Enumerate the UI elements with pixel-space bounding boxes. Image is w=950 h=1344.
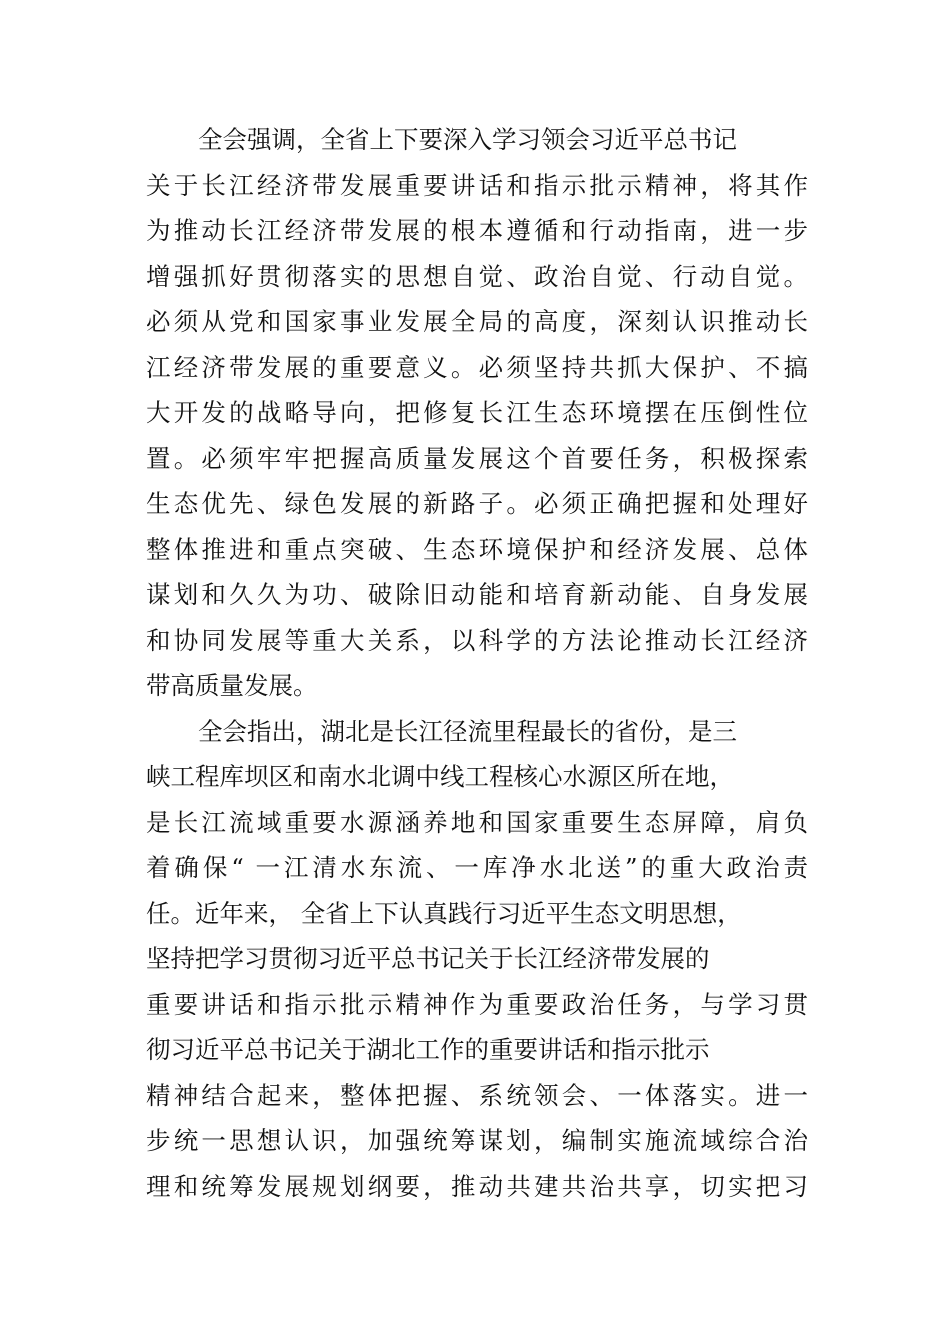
- paragraph-line: 理和统筹发展规划纲要，推动共建共治共享，切实把习: [146, 1171, 808, 1201]
- paragraph-line: 坚持把学习贯彻习近平总书记关于长江经济带发展的: [146, 944, 710, 973]
- paragraph-line: 是长江流域重要水源涵养地和国家重要生态屏障，肩负: [146, 807, 808, 837]
- paragraph-line: 精神结合起来，整体把握、系统领会、一体落实。进一: [146, 1080, 808, 1110]
- paragraph-line: 为推动长江经济带发展的根本遵循和行动指南，进一步: [146, 216, 808, 245]
- paragraph-line: 必须从党和国家事业发展全局的高度，深刻认识推动长: [146, 307, 808, 336]
- paragraph-1: [146, 117, 826, 709]
- paragraph-line: 着确保“ 一江清水东流、一库净水北送”的重大政治责: [146, 853, 808, 882]
- paragraph-line: 带高质量发展。: [146, 671, 318, 700]
- paragraph-line: 全会强调，全省上下要深入学习领会习近平总书记: [198, 125, 737, 154]
- paragraph-line: 和协同发展等重大关系，以科学的方法论推动长江经济: [146, 625, 808, 655]
- paragraph-line: 置。必须牢牢把握高质量发展这个首要任务，积极探索: [146, 443, 808, 473]
- paragraph-line: 增强抓好贯彻落实的思想自觉、政治自觉、行动自觉。: [146, 261, 808, 291]
- paragraph-line: 关于长江经济带发展重要讲话和指示批示精神，将其作: [146, 170, 808, 200]
- paragraph-line: 全会指出，湖北是长江径流里程最长的省份，是三: [198, 716, 737, 746]
- paragraph-line: 大开发的战略导向，把修复长江生态环境摆在压倒性位: [146, 398, 808, 427]
- paragraph-line: 彻习近平总书记关于湖北工作的重要讲话和指示批示: [146, 1035, 710, 1064]
- paragraph-line: 重要讲话和指示批示精神作为重要政治任务，与学习贯: [146, 989, 808, 1019]
- paragraph-line: 峡工程库坝区和南水北调中线工程核心水源区所在地，: [146, 762, 734, 791]
- paragraph-line: 生态优先、绿色发展的新路子。必须正确把握和处理好: [146, 489, 808, 518]
- paragraph-line: 整体推进和重点突破、生态环境保护和经济发展、总体: [146, 534, 808, 564]
- paragraph-line: 步统一思想认识，加强统筹谋划，编制实施流域综合治: [146, 1126, 808, 1155]
- paragraph-line: 谋划和久久为功、破除旧动能和培育新动能、自身发展: [146, 580, 808, 609]
- body-text: [146, 117, 826, 1209]
- paragraph-2: [146, 709, 826, 1210]
- paragraph-line: 江经济带发展的重要意义。必须坚持共抓大保护、不搞: [146, 352, 808, 382]
- paragraph-line: 任。近年来， 全省上下认真践行习近平生态文明思想，: [146, 898, 742, 928]
